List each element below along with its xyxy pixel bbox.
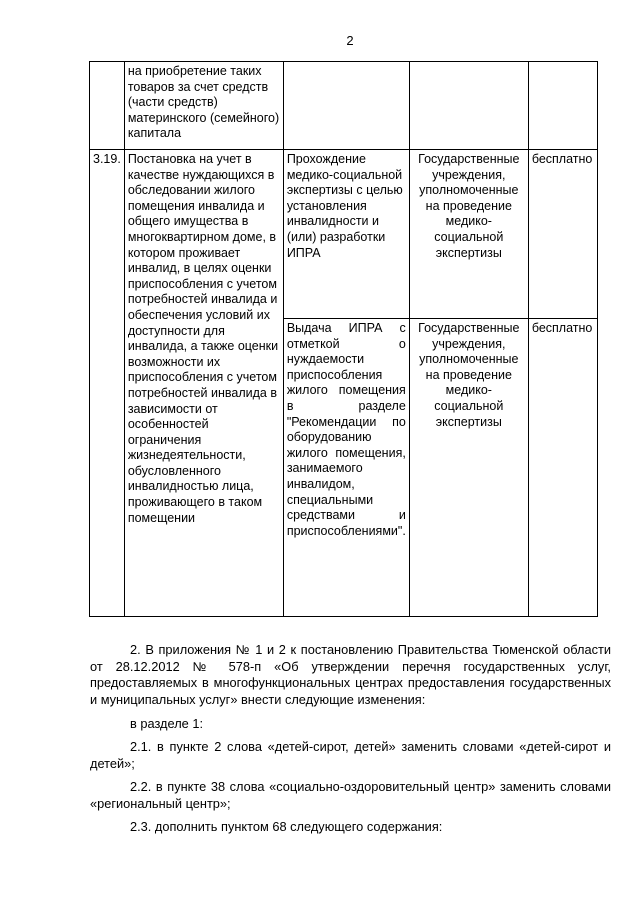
organization-cell: Государственные учреждения, уполномоченные на проведение медико-социальной экспертизы <box>409 319 528 617</box>
paragraph <box>90 779 611 812</box>
payment-cell: бесплатно <box>528 150 597 319</box>
organization-cell: Государственные учреждения, уполномоченные на проведение медико-социальной экспертизы <box>409 150 528 319</box>
section-1-line: в разделе 1: <box>130 716 204 731</box>
requisite-cell: Выдача ИПРА с отметкой о нуждаемости приспособления жилого помещения в разделе "Рекомендации по оборудованию жилого помещения, занимаемого инвалидом, специальными средствами и приспособлениями". <box>283 319 409 617</box>
table-row <box>90 150 598 319</box>
item-2-3: 2.3. дополнить пунктом 68 следующего содержания: <box>130 819 443 834</box>
row-number-cell: 3.19. <box>90 150 125 617</box>
paragraph <box>90 642 611 708</box>
item-2-2: 2.2. в пункте 38 слова «социально-оздоровительный центр» заменить словами «региональный центр»; <box>90 779 611 811</box>
table-row <box>90 62 598 150</box>
payment-cell: бесплатно <box>528 319 597 617</box>
item-2-1: 2.1. в пункте 2 слова «детей-сирот, детей» заменить словами «детей-сирот и детей»; <box>90 739 611 771</box>
paragraph <box>90 819 611 836</box>
paragraph-2: 2. В приложения № 1 и 2 к постановлению Правительства Тюменской области от 28.12.2012 № 578-п «Об утверждении перечня государственных услуг, предоставляемых в многофункциональных центрах предоставления государственных и муниципальных услуг» внести следующие изменения: <box>90 642 611 707</box>
row-number-cell <box>90 62 125 150</box>
page-number: 2 <box>346 33 354 48</box>
requisite-cell: Прохождение медико-социальной экспертизы с целью установления инвалидности и (или) разработки ИПРА <box>283 150 409 319</box>
payment-cell <box>528 62 597 150</box>
requisite-cell <box>283 62 409 150</box>
paragraph <box>90 739 611 772</box>
service-cell: Постановка на учет в качестве нуждающихся в обследовании жилого помещения инвалида и общего имущества в многоквартирном доме, в котором проживает инвалид, в целях оценки приспособления с учетом потребностей инвалида и обеспечения условий их доступности для инвалида, а также оценки возможности их приспособления с учетом потребностей инвалида в зависимости от особенностей ограничения жизнедеятельности, обусловленного инвалидностью лица, проживающего в таком помещении <box>124 150 283 617</box>
paragraph <box>90 716 611 733</box>
service-cell: на приобретение таких товаров за счет средств (части средств) материнского (семейного) капитала <box>124 62 283 150</box>
organization-cell <box>409 62 528 150</box>
services-table <box>89 61 598 617</box>
